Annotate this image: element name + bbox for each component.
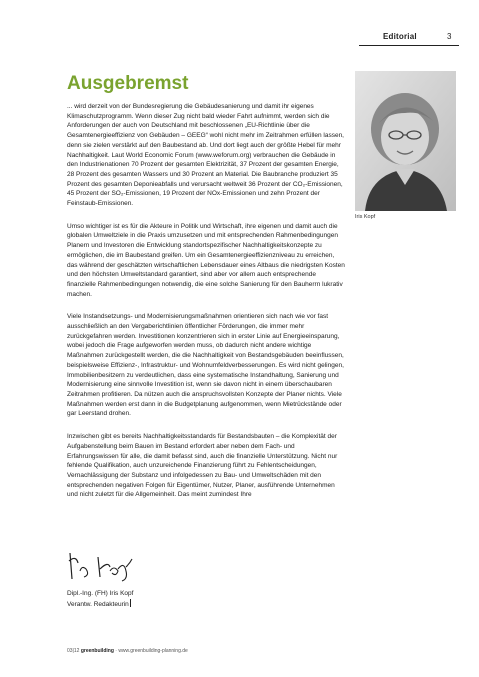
footer-brand: greenbuilding	[80, 648, 114, 654]
paragraph-2: Umso wichtiger ist es für die Akteure in Politik und Wirtschaft, ihre eigenen und damit auch die globalen Umweltziele in die Praxis umzusetzen und mit entsprechenden Rahmenbedingungen Planern und Investoren die Entwicklung standortspezifischer Nachhaltigkeitskonzepte zu ermöglichen, die im Baubestand greifen. Um ein Gesamtenergieeffizienzniveau zu erreichen, das während der geschätzten wirtschaftlichen Lebensdauer eines Altbaus die niedrigsten Kosten und den höchsten Umweltstandard garantiert, sind aber vor allem auch entsprechende finanzielle Rahmenbedingungen notwendig, die eine solche Sanierung für den Bauherrn lukrativ machen.	[67, 222, 345, 298]
paragraph-3: Viele Instandsetzungs- und Modernisierungsmaßnahmen orientieren sich nach wie vor fast ausschließlich an den Vergaberichtlinien öffentlicher Förderungen, die immer mehr zurückgefahren werden. Investitionen konzentrieren sich in erster Linie auf Energieeinsparung, wobei jedoch die Frage aufgeworfen werden muss, ob dadurch nicht andere wichtige Maßnahmen zurückgestellt werden, die die Nachhaltigkeit von Bestandsgebäuden beeinflussen, beispielsweise Effizienz-, Infrastruktur- und Wohnumfeldverbesserungen. Es wird nicht gelingen, Immobilienbesitzern zu verdeutlichen, dass eine systematische Instandhaltung, Sanierung und Modernisierung eine sinnvolle Investition ist, wenn sie davon nicht in einem überschaubaren Zeitrahmen profitieren. Da nützen auch die anspruchsvollsten Konzepte der Planer nichts. Viele Maßnahmen werden erst dann in die Budgetplanung aufgenommen, wenn Mietrückstände oder gar Leerstand drohen.	[67, 313, 344, 418]
portrait-image	[355, 71, 456, 211]
author-role-text: Verantw. Redakteurin	[67, 600, 129, 608]
article-body	[67, 102, 345, 513]
headline: Ausgebremst	[67, 73, 189, 94]
paragraph-1: ... wird derzeit von der Bundesregierung die Gebäudesanierung und damit ihr eigenes Klimaschutzprogramm. Wenn dieser Zug nicht bald wieder Fahrt aufnimmt, werden sich die Anforderungen der auch von Deutschland mit beschlossenen „EU-Richtlinie über die Gesamtenergieeffizienz von Gebäuden – GEEG“ wohl nicht mehr im Zeitrahmen erfüllen lassen, denn sie zielen verstärkt auf den Baubestand ab. Und dort liegt auch der größte Hebel für mehr Nachhaltigkeit. Laut World Economic Forum (www.weforum.org) verbrauchen die Gebäude in den Industrienationen 70 Prozent der gesamten Elektrizität, 37 Prozent der gesamten Energie, 28 Prozent des gesamten Wassers und 30 Prozent an Material. Die Baubranche produziert 35 Prozent des gesamten Deponieabfalls und verursacht weltweit 36 Prozent der CO₂-Emissionen, 45 Prozent der SO₂-Emissionen, 19 Prozent der NOx-Emissionen und zehn Prozent der Feinstaub-Emissionen.	[67, 103, 344, 208]
author-name: Dipl.-Ing. (FH) Iris Kopf	[67, 590, 134, 597]
portrait-caption: Iris Kopf	[355, 214, 376, 220]
signature-image	[66, 549, 136, 583]
text-cursor	[130, 599, 131, 607]
handwritten-signature	[66, 549, 136, 588]
page-number: 3	[447, 32, 452, 41]
paragraph-4: Inzwischen gibt es bereits Nachhaltigkeitsstandards für Bestandsbauten – die Komplexität der Aufgabenstellung beim Bauen im Bestand erfordert aber neben dem Fach- und Erfahrungswissen für alle, die damit befasst sind, auch die finanzielle Unterstützung. Nicht nur fehlende Qualifikation, auch unzureichende Finanzierung führt zu Fehlentscheidungen, Vernachlässigung der Substanz und infolgedessen zu Bau- und Umweltschäden mit den entsprechenden negativen Folgen für Eigentümer, Nutzer, Planer, ausführende Unternehmen und nicht zuletzt für die Allgemeinheit. Das meint zumindest Ihre	[67, 433, 338, 499]
author-portrait	[355, 71, 456, 211]
footer-url: · www.greenbuilding-planning.de	[115, 648, 188, 654]
author-role	[67, 599, 133, 610]
signoff-block	[67, 589, 133, 609]
header-rule	[359, 45, 459, 46]
section-label: Editorial	[383, 32, 417, 41]
footer-issue: 03|12	[67, 648, 80, 654]
footer	[67, 648, 188, 654]
